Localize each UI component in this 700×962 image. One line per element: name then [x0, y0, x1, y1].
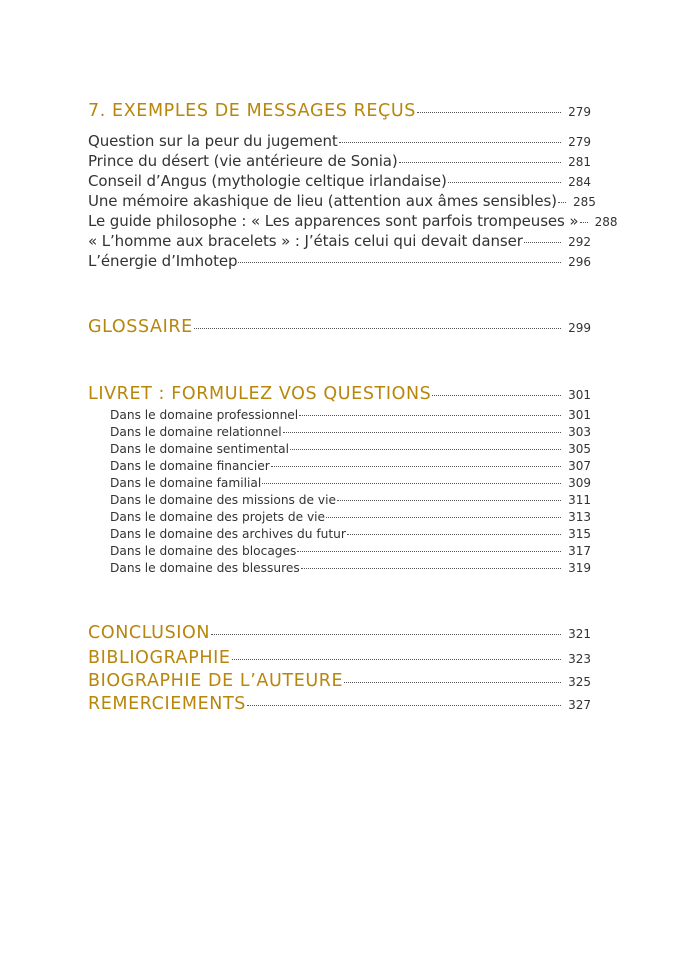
toc-subentry-title: Dans le domaine des blocages: [110, 544, 297, 558]
toc-page-number: 292: [568, 235, 591, 249]
toc-subentry[interactable]: [110, 493, 591, 507]
toc-subentry-title: Dans le domaine professionnel: [110, 408, 299, 422]
toc-heading-title: REMERCIEMENTS: [88, 694, 246, 714]
toc-page-number: 285: [573, 195, 596, 209]
toc-subentry-title: Dans le domaine financier: [110, 459, 270, 473]
toc-heading-title: BIOGRAPHIE DE L’AUTEURE: [88, 671, 344, 691]
toc-leader-dots: [262, 483, 561, 484]
toc-entry-title: Le guide philosophe : « Les apparences sont parfois trompeuses »: [88, 212, 579, 230]
toc-entry[interactable]: [88, 172, 591, 190]
toc-subentry[interactable]: [110, 544, 591, 558]
toc-entry-title: L’énergie d’Imhotep: [88, 252, 238, 270]
toc-page-number: 317: [568, 544, 591, 558]
toc-entry-title: « L’homme aux bracelets » : J’étais celui qui devait danser: [88, 232, 523, 250]
toc-page-number: 301: [568, 388, 591, 402]
toc-leader-dots: [399, 162, 561, 163]
toc-leader-dots: [558, 202, 566, 203]
toc-page-number: 315: [568, 527, 591, 541]
toc-page-number: 301: [568, 408, 591, 422]
toc-leader-dots: [339, 142, 561, 143]
toc-leader-dots: [347, 534, 561, 535]
toc-leader-dots: [211, 634, 561, 635]
toc-page-number: 319: [568, 561, 591, 575]
toc-leader-dots: [247, 705, 561, 706]
toc-leader-dots: [194, 328, 561, 329]
toc-entry-title: Question sur la peur du jugement: [88, 132, 338, 150]
toc-leader-dots: [238, 262, 561, 263]
toc-page-number: 303: [568, 425, 591, 439]
toc-subentry[interactable]: [110, 527, 591, 541]
toc-heading-conclusion[interactable]: [88, 623, 591, 643]
toc-subentry-title: Dans le domaine des projets de vie: [110, 510, 326, 524]
toc-subentry-title: Dans le domaine sentimental: [110, 442, 290, 456]
toc-page-number: 309: [568, 476, 591, 490]
toc-heading-biographie[interactable]: [88, 671, 591, 691]
toc-subentry[interactable]: [110, 442, 591, 456]
toc-heading-livret[interactable]: [88, 384, 591, 404]
toc-page-number: 311: [568, 493, 591, 507]
toc-heading-title: GLOSSAIRE: [88, 317, 193, 337]
toc-heading-title: 7. EXEMPLES DE MESSAGES REÇUS: [88, 101, 416, 121]
toc-subentry[interactable]: [110, 476, 591, 490]
toc-entry[interactable]: [88, 232, 591, 250]
toc-entry[interactable]: [88, 152, 591, 170]
toc-heading-section-7[interactable]: [88, 101, 591, 121]
toc-entry-title: Prince du désert (vie antérieure de Sonia): [88, 152, 398, 170]
toc-subentry-title: Dans le domaine familial: [110, 476, 262, 490]
toc-subentry[interactable]: [110, 408, 591, 422]
toc-subentry[interactable]: [110, 561, 591, 575]
toc-page-number: 288: [594, 215, 618, 229]
toc-page-number: 279: [568, 135, 591, 149]
toc-heading-remerciements[interactable]: [88, 694, 591, 714]
toc-entry-title: Conseil d’Angus (mythologie celtique irlandaise): [88, 172, 447, 190]
toc-leader-dots: [417, 112, 561, 113]
toc-page-number: 325: [568, 675, 591, 689]
toc-page-number: 299: [568, 321, 591, 335]
toc-page-number: 307: [568, 459, 591, 473]
toc-leader-dots: [337, 500, 561, 501]
toc-leader-dots: [299, 415, 561, 416]
toc-subentry[interactable]: [110, 425, 591, 439]
toc-subentry-title: Dans le domaine des archives du futur: [110, 527, 346, 541]
toc-page-number: 313: [568, 510, 591, 524]
toc-subentry[interactable]: [110, 510, 591, 524]
toc-page-number: 305: [568, 442, 591, 456]
toc-heading-title: BIBLIOGRAPHIE: [88, 648, 231, 668]
toc-leader-dots: [271, 466, 561, 467]
toc-subentry[interactable]: [110, 459, 591, 473]
toc-page-number: 279: [568, 105, 591, 119]
toc-page-number: 284: [568, 175, 591, 189]
toc-entry[interactable]: [88, 252, 591, 270]
toc-heading-glossaire[interactable]: [88, 317, 591, 337]
toc-heading-bibliographie[interactable]: [88, 648, 591, 668]
toc-heading-title: CONCLUSION: [88, 623, 211, 643]
toc-leader-dots: [326, 517, 561, 518]
toc-leader-dots: [580, 222, 588, 223]
toc-leader-dots: [283, 432, 561, 433]
toc-leader-dots: [232, 659, 561, 660]
toc-page-number: 323: [568, 652, 591, 666]
toc-page-number: 281: [568, 155, 591, 169]
toc-heading-title: LIVRET : FORMULEZ VOS QUESTIONS: [88, 384, 432, 404]
toc-entry[interactable]: [88, 132, 591, 150]
toc-leader-dots: [524, 242, 561, 243]
toc-leader-dots: [297, 551, 561, 552]
toc-leader-dots: [432, 395, 561, 396]
toc-entry[interactable]: [88, 192, 596, 210]
toc-subentry-title: Dans le domaine des missions de vie: [110, 493, 336, 507]
toc-entry-title: Une mémoire akashique de lieu (attention aux âmes sensibles): [88, 192, 557, 210]
toc-page-number: 327: [568, 698, 591, 712]
toc-leader-dots: [290, 449, 561, 450]
toc-page-number: 296: [568, 255, 591, 269]
toc-leader-dots: [448, 182, 561, 183]
toc-subentry-title: Dans le domaine relationnel: [110, 425, 282, 439]
toc-leader-dots: [301, 568, 561, 569]
toc-entry[interactable]: [88, 212, 618, 230]
toc-leader-dots: [344, 682, 561, 683]
toc-page-number: 321: [568, 627, 591, 641]
toc-subentry-title: Dans le domaine des blessures: [110, 561, 300, 575]
